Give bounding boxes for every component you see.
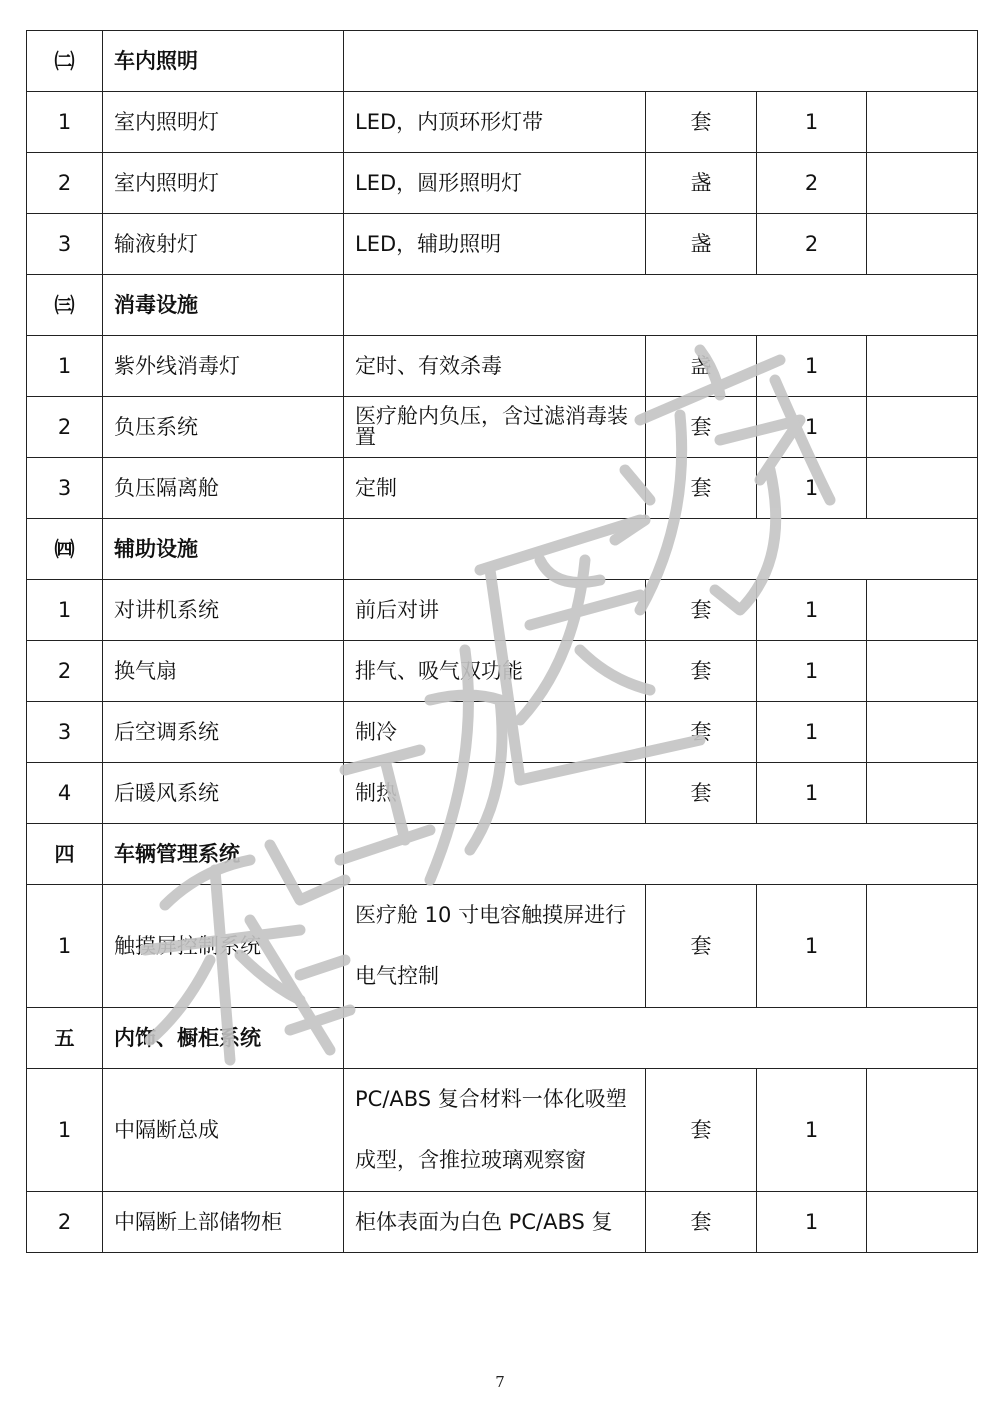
item-spec: 定制	[344, 458, 646, 519]
item-name: 中隔断上部储物柜	[103, 1192, 344, 1253]
section-title: 辅助设施	[103, 519, 344, 580]
item-quantity: 1	[757, 641, 867, 702]
section-title: 车内照明	[103, 31, 344, 92]
item-unit: 套	[646, 1069, 757, 1192]
item-quantity: 1	[757, 1069, 867, 1192]
item-number: 1	[27, 580, 103, 641]
section-empty-cell	[344, 824, 978, 885]
item-number: 3	[27, 702, 103, 763]
item-name: 紫外线消毒灯	[103, 336, 344, 397]
section-number: ㈡	[27, 31, 103, 92]
section-number: ㈢	[27, 275, 103, 336]
item-spec: LED，圆形照明灯	[344, 153, 646, 214]
item-quantity: 1	[757, 458, 867, 519]
item-name: 室内照明灯	[103, 92, 344, 153]
item-note	[867, 885, 978, 1008]
table-row	[27, 153, 978, 214]
table-row	[27, 1069, 978, 1192]
item-quantity: 1	[757, 885, 867, 1008]
item-note	[867, 1192, 978, 1253]
item-unit: 盏	[646, 153, 757, 214]
item-note	[867, 397, 978, 458]
table-row	[27, 1192, 978, 1253]
item-number: 1	[27, 336, 103, 397]
item-unit: 套	[646, 458, 757, 519]
item-quantity: 2	[757, 153, 867, 214]
item-spec: 医疗舱 10 寸电容触摸屏进行电气控制	[344, 885, 646, 1008]
item-note	[867, 580, 978, 641]
item-name: 触摸屏控制系统	[103, 885, 344, 1008]
item-quantity: 1	[757, 397, 867, 458]
item-note	[867, 763, 978, 824]
item-number: 1	[27, 1069, 103, 1192]
section-number: ㈣	[27, 519, 103, 580]
item-number: 3	[27, 214, 103, 275]
item-note	[867, 92, 978, 153]
section-header-row	[27, 1008, 978, 1069]
item-name: 负压系统	[103, 397, 344, 458]
section-header-row	[27, 31, 978, 92]
item-quantity: 1	[757, 702, 867, 763]
item-name: 输液射灯	[103, 214, 344, 275]
item-note	[867, 1069, 978, 1192]
table-row	[27, 336, 978, 397]
item-note	[867, 458, 978, 519]
equipment-table	[26, 30, 978, 1253]
item-spec: PC/ABS 复合材料一体化吸塑成型，含推拉玻璃观察窗	[344, 1069, 646, 1192]
item-note	[867, 214, 978, 275]
table-row	[27, 458, 978, 519]
table-row	[27, 214, 978, 275]
item-note	[867, 153, 978, 214]
item-spec: 排气、吸气双功能	[344, 641, 646, 702]
item-name: 对讲机系统	[103, 580, 344, 641]
section-empty-cell	[344, 519, 978, 580]
item-spec: LED，辅助照明	[344, 214, 646, 275]
item-unit: 套	[646, 702, 757, 763]
item-name: 室内照明灯	[103, 153, 344, 214]
item-name: 换气扇	[103, 641, 344, 702]
item-unit: 盏	[646, 336, 757, 397]
section-empty-cell	[344, 31, 978, 92]
table-row	[27, 92, 978, 153]
item-unit: 套	[646, 763, 757, 824]
table-row	[27, 641, 978, 702]
item-number: 2	[27, 153, 103, 214]
item-unit: 套	[646, 397, 757, 458]
section-title: 内饰、橱柜系统	[103, 1008, 344, 1069]
section-title: 消毒设施	[103, 275, 344, 336]
item-number: 2	[27, 641, 103, 702]
item-spec: 柜体表面为白色 PC/ABS 复	[344, 1192, 646, 1253]
item-number: 2	[27, 397, 103, 458]
table-row	[27, 702, 978, 763]
item-spec: 前后对讲	[344, 580, 646, 641]
table-row	[27, 885, 978, 1008]
item-name: 后暖风系统	[103, 763, 344, 824]
section-number: 四	[27, 824, 103, 885]
table-row	[27, 763, 978, 824]
section-empty-cell	[344, 275, 978, 336]
item-quantity: 1	[757, 1192, 867, 1253]
section-empty-cell	[344, 1008, 978, 1069]
item-unit: 套	[646, 580, 757, 641]
section-header-row	[27, 519, 978, 580]
item-name: 后空调系统	[103, 702, 344, 763]
section-header-row	[27, 824, 978, 885]
section-header-row	[27, 275, 978, 336]
item-unit: 套	[646, 641, 757, 702]
item-note	[867, 336, 978, 397]
item-number: 3	[27, 458, 103, 519]
item-quantity: 1	[757, 763, 867, 824]
item-spec: 定时、有效杀毒	[344, 336, 646, 397]
item-name: 中隔断总成	[103, 1069, 344, 1192]
item-spec: 制冷	[344, 702, 646, 763]
item-unit: 盏	[646, 214, 757, 275]
section-title: 车辆管理系统	[103, 824, 344, 885]
item-spec: 制热	[344, 763, 646, 824]
item-note	[867, 702, 978, 763]
item-quantity: 2	[757, 214, 867, 275]
item-number: 2	[27, 1192, 103, 1253]
item-number: 1	[27, 92, 103, 153]
item-quantity: 1	[757, 92, 867, 153]
item-quantity: 1	[757, 336, 867, 397]
item-name: 负压隔离舱	[103, 458, 344, 519]
section-number: 五	[27, 1008, 103, 1069]
table-row	[27, 397, 978, 458]
item-unit: 套	[646, 1192, 757, 1253]
page-number: 7	[495, 1373, 505, 1391]
item-number: 1	[27, 885, 103, 1008]
item-note	[867, 641, 978, 702]
item-quantity: 1	[757, 580, 867, 641]
item-spec: LED，内顶环形灯带	[344, 92, 646, 153]
item-spec: 医疗舱内负压，含过滤消毒装置	[344, 397, 646, 458]
table-row	[27, 580, 978, 641]
item-unit: 套	[646, 885, 757, 1008]
item-unit: 套	[646, 92, 757, 153]
item-number: 4	[27, 763, 103, 824]
